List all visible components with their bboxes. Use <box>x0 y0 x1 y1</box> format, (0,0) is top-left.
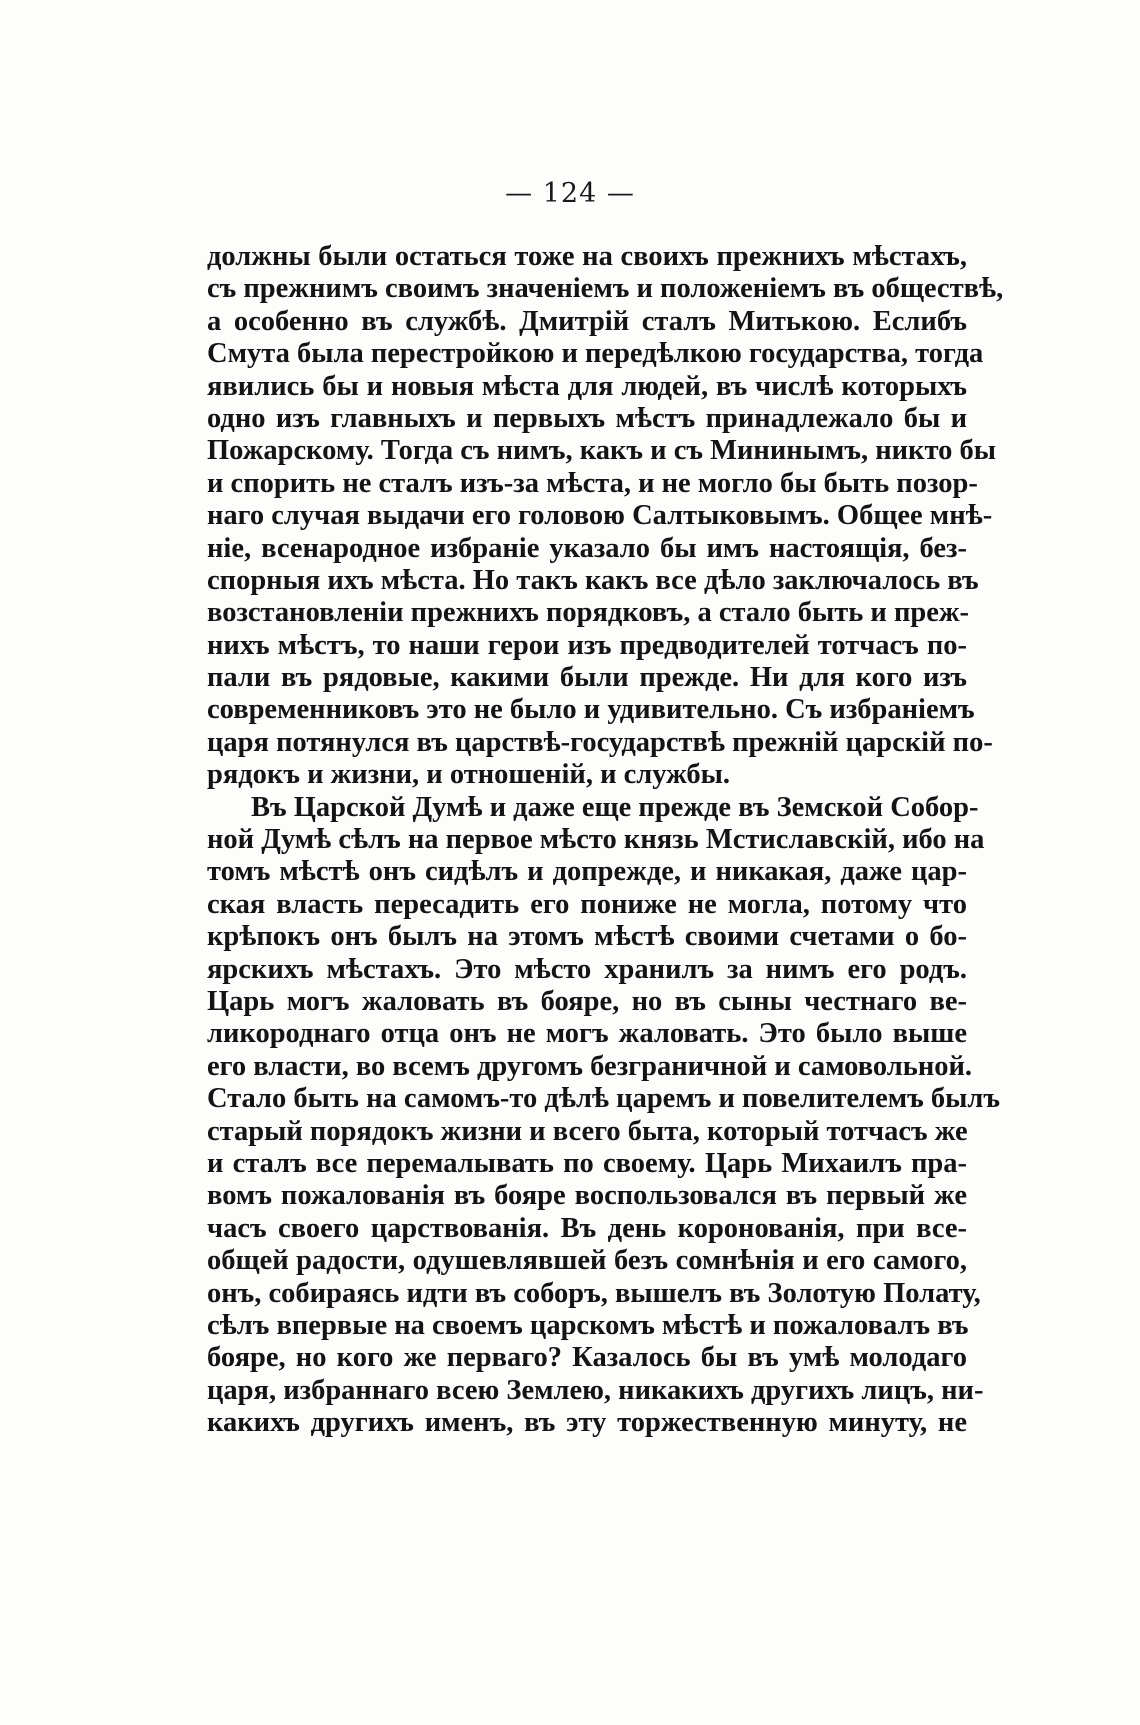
text-line: Стало быть на самомъ-то дѣлѣ царемъ и повелителемъ былъ <box>207 1083 1000 1115</box>
text-line: наго случая выдачи его головою Салтыковымъ. Общее мнѣ- <box>207 500 993 532</box>
text-line: ной Думѣ сѣлъ на первое мѣсто князь Мстиславскій, ибо на <box>207 824 985 856</box>
body-text <box>207 241 1004 1439</box>
text-line: ніе, всенародное избраніе указало бы имъ настоящія, без- <box>207 532 967 564</box>
text-line: и спорить не сталъ изъ-за мѣста, и не могло бы быть позор- <box>207 467 978 499</box>
text-line: съ прежнимъ своимъ значеніемъ и положеніемъ въ обществѣ, <box>207 273 1004 305</box>
text-line: бояре, но кого же перваго? Казалось бы въ умѣ молодаго <box>207 1342 967 1374</box>
text-line: а особенно въ службѣ. Дмитрій сталъ Митькою. Еслибъ <box>207 305 967 337</box>
text-line: одно изъ главныхъ и первыхъ мѣстъ принадлежало бы и <box>207 402 967 434</box>
text-line: должны были остаться тоже на своихъ прежнихъ мѣстахъ, <box>207 241 967 272</box>
text-line: старый порядокъ жизни и всего быта, который тотчасъ же <box>207 1115 968 1147</box>
text-line: ярскихъ мѣстахъ. Это мѣсто хранилъ за нимъ его родъ. <box>207 953 967 985</box>
text-line: ликороднаго отца онъ не могъ жаловать. Это было выше <box>207 1018 967 1050</box>
text-line: нихъ мѣстъ, то наши герои изъ предводителей тотчасъ по- <box>207 629 967 661</box>
text-line: крѣпокъ онъ былъ на этомъ мѣстѣ своими счетами о бо- <box>207 921 967 953</box>
text-line: какихъ другихъ именъ, въ эту торжественную минуту, не <box>207 1407 967 1439</box>
text-line: Царь могъ жаловать въ бояре, но въ сыны честнаго ве- <box>207 985 967 1017</box>
text-line: спорныя ихъ мѣста. Но такъ какъ все дѣло заключалось въ <box>207 564 979 596</box>
text-line: часъ своего царствованія. Въ день коронованія, при все- <box>207 1212 967 1244</box>
text-line: пали въ рядовые, какими были прежде. Ни для кого изъ <box>207 662 967 694</box>
page-number: — 124 — <box>505 178 635 209</box>
text-line: ская власть пересадить его пониже не могла, потому что <box>207 888 967 920</box>
text-line: сѣлъ впервые на своемъ царскомъ мѣстѣ и пожаловалъ въ <box>207 1309 969 1341</box>
text-line: общей радости, одушевлявшей безъ сомнѣнія и его самого, <box>207 1245 967 1277</box>
text-line: вомъ пожалованія въ бояре воспользовался въ первый же <box>207 1180 967 1212</box>
text-line: рядокъ и жизни, и отношеній, и службы. <box>207 759 731 791</box>
text-line: и сталъ все перемалывать по своему. Царь Михаилъ пра- <box>207 1147 967 1179</box>
text-line: томъ мѣстѣ онъ сидѣлъ и допрежде, и никакая, даже цар- <box>207 856 967 888</box>
text-line: Въ Царской Думѣ и даже еще прежде въ Земской Собор- <box>251 791 979 823</box>
text-line: Пожарскому. Тогда съ нимъ, какъ и съ Мининымъ, никто бы <box>207 435 996 467</box>
text-line: царя потянулся въ царствѣ-государствѣ прежній царскій по- <box>207 726 993 758</box>
text-line: явились бы и новыя мѣста для людей, въ числѣ которыхъ <box>207 370 967 402</box>
text-line: царя, избраннаго всею Землею, никакихъ другихъ лицъ, ни- <box>207 1374 984 1406</box>
text-line: онъ, собираясь идти въ соборъ, вышелъ въ Золотую Полату, <box>207 1277 981 1309</box>
text-line: современниковъ это не было и удивительно. Съ избраніемъ <box>207 694 975 726</box>
text-line: возстановленіи прежнихъ порядковъ, а стало быть и преж- <box>207 597 970 629</box>
text-line: его власти, во всемъ другомъ безграничной и самовольной. <box>207 1050 973 1082</box>
text-line: Смута была перестройкою и передѣлкою государства, тогда <box>207 338 984 370</box>
